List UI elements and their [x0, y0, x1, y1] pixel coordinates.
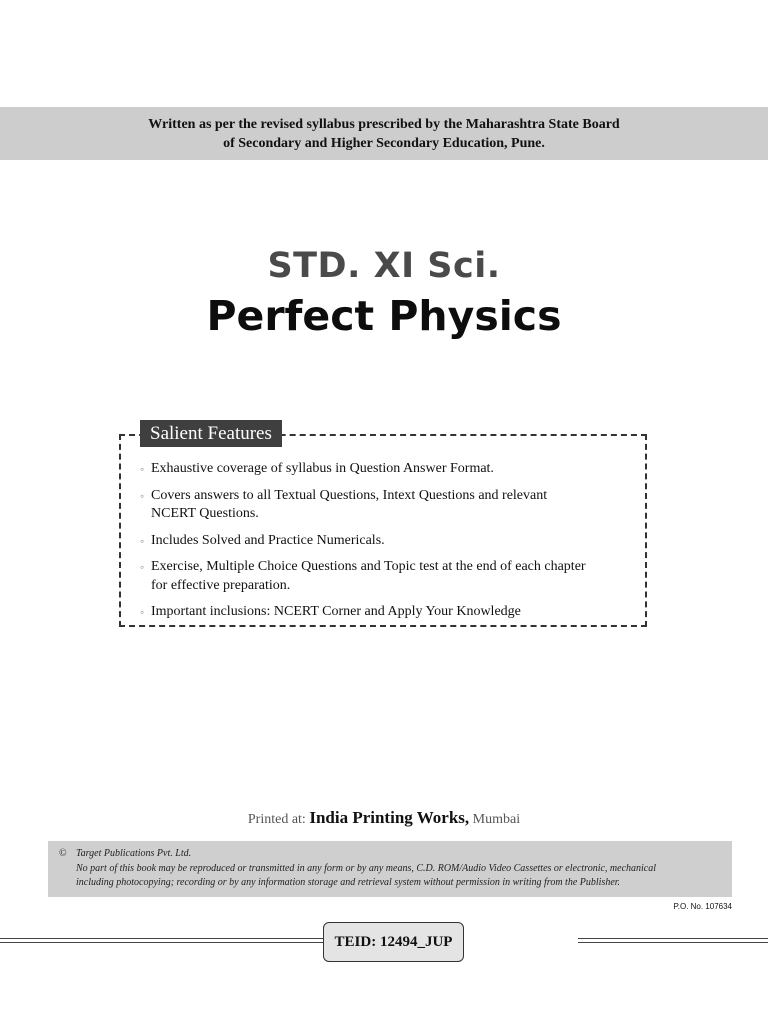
- bullet-icon: ◦: [140, 533, 145, 548]
- salient-features-heading: Salient Features: [140, 420, 282, 447]
- bullet-icon: ◦: [140, 605, 145, 619]
- feature-item: [139, 603, 639, 622]
- feature-text-continued: NCERT Questions.: [151, 506, 259, 521]
- printer-city: Mumbai: [469, 812, 521, 827]
- syllabus-line-2: of Secondary and Higher Secondary Education, Pune.: [223, 135, 545, 151]
- feature-text-continued: for effective preparation.: [151, 577, 291, 593]
- feature-text: Exhaustive coverage of syllabus in Question Answer Format.: [151, 461, 494, 476]
- feature-item: [139, 460, 639, 479]
- copyright-publisher: Target Publications Pvt. Ltd.: [76, 848, 192, 859]
- features-list: [139, 460, 639, 630]
- copyright-icon: ©: [59, 848, 67, 859]
- bullet-icon: ◦: [140, 488, 145, 503]
- feature-text: Includes Solved and Practice Numericals.: [151, 532, 385, 548]
- feature-text: Exercise, Multiple Choice Questions and Topic test at the end of each chapter: [151, 559, 586, 574]
- feature-text: Covers answers to all Textual Questions, Intext Questions and relevant: [151, 487, 548, 503]
- feature-item: [139, 487, 639, 524]
- syllabus-line-1: Written as per the revised syllabus prescribed by the Maharashtra State Board: [148, 116, 620, 132]
- copyright-text-2: including photocopying; recording or by any information storage and retrieval system without permission in writing from the Publisher.: [76, 877, 621, 888]
- feature-item: [139, 558, 639, 595]
- po-number: P.O. No. 107634: [673, 902, 732, 911]
- printed-at: [0, 808, 768, 828]
- double-rule-left: [0, 938, 324, 943]
- book-title: Perfect Physics: [206, 292, 562, 340]
- teid-badge: TEID: 12494_JUP: [323, 922, 464, 962]
- feature-text: Important inclusions: NCERT Corner and Apply Your Knowledge: [151, 604, 521, 619]
- bullet-icon: ◦: [140, 560, 145, 574]
- bullet-icon: ◦: [140, 462, 145, 476]
- copyright-text-1: No part of this book may be reproduced or transmitted in any form or by any means, C.D. ROM/Audio Video Cassettes or electronic, mechanical: [76, 862, 657, 874]
- copyright-notice: [48, 841, 732, 897]
- printed-at-prefix: Printed at:: [247, 812, 310, 827]
- feature-item: [139, 532, 639, 551]
- standard-title: STD. XI Sci.: [267, 246, 501, 286]
- printer-name: India Printing Works,: [309, 808, 470, 827]
- syllabus-banner: [0, 107, 768, 160]
- double-rule-right: [578, 938, 768, 943]
